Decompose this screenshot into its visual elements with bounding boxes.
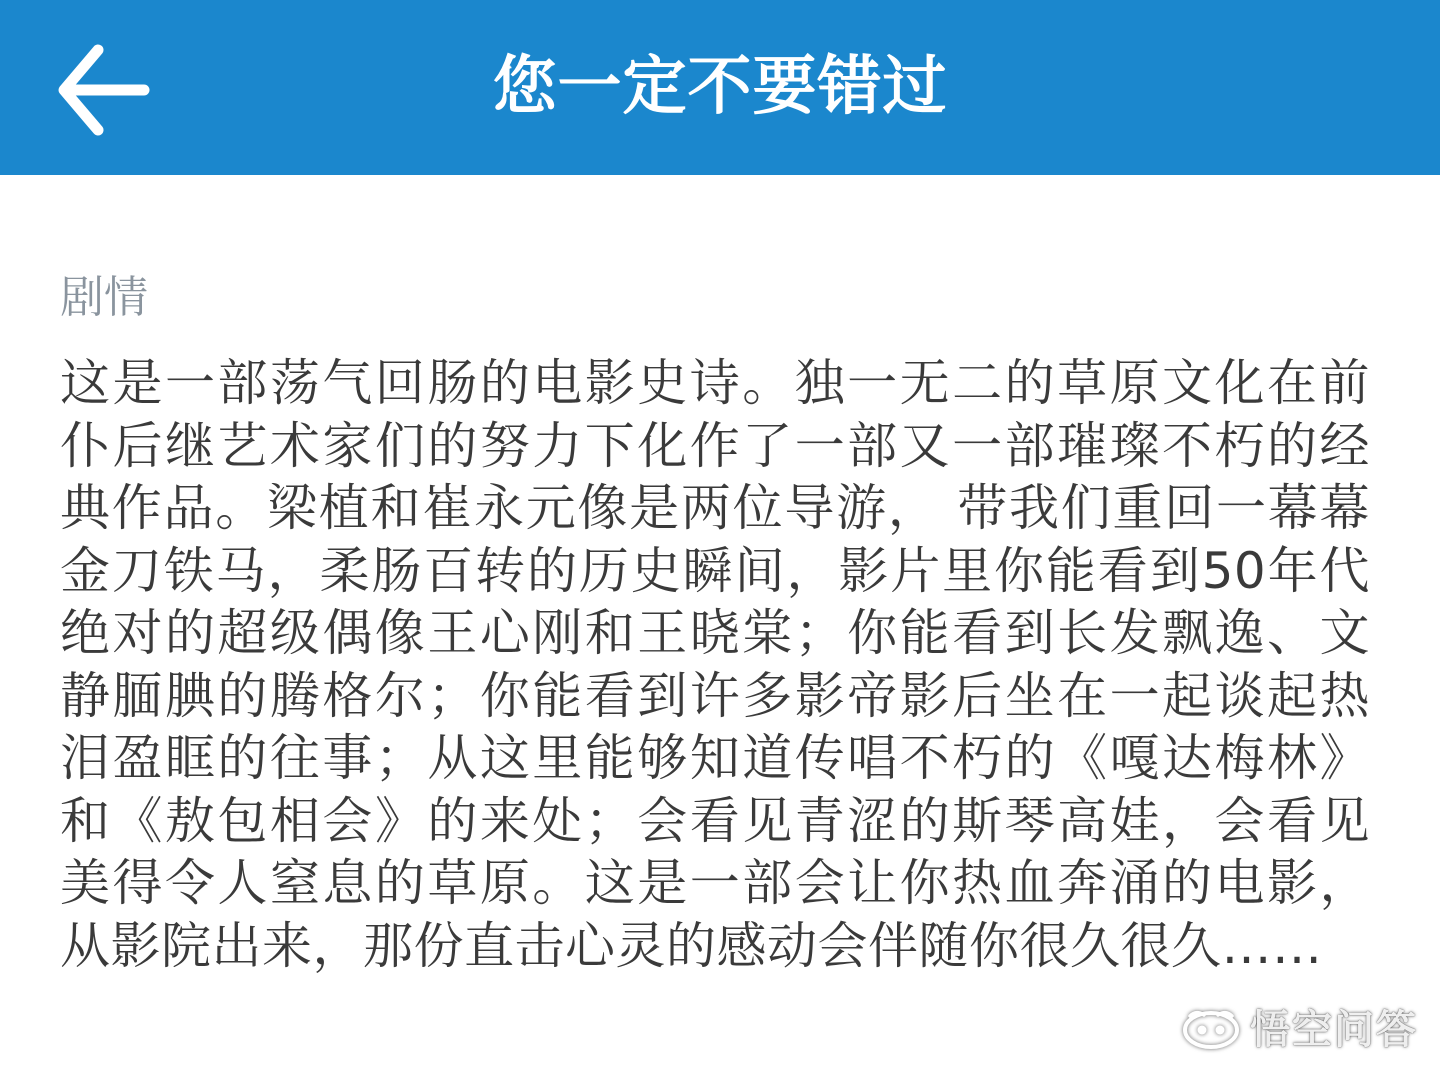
wukong-logo-icon [1182, 1008, 1240, 1052]
watermark [1182, 1000, 1418, 1060]
section-label: 剧情 [60, 272, 148, 323]
watermark-text: 悟空问答 [1250, 1007, 1418, 1053]
back-button[interactable] [52, 38, 156, 142]
page-title: 您一定不要错过 [492, 50, 948, 124]
arrow-left-icon [52, 38, 156, 142]
top-bar [0, 0, 1440, 175]
plot-paragraph: 这是一部荡气回肠的电影史诗。独一无二的草原文化在前仆后继艺术家们的努力下化作了一部又一部璀璨不朽的经典作品。梁植和崔永元像是两位导游， 带我们重回一幕幕金刀铁马，柔肠百转的历史瞬间，影片里你能看到50年代绝对的超级偶像王心刚和王晓棠；你能看到长发飘逸、文静腼腆的腾格尔；你能看到许多影帝影后坐在一起谈起热泪盈眶的往事；从这里能够知道传唱不朽的《嘎达梅林》和《敖包相会》的来处；会看见青涩的斯琴高娃，会看见美得令人窒息的草原。这是一部会让你热血奔涌的电影，从影院出来，那份直击心灵的感动会伴随你很久很久…… [60, 354, 1370, 975]
